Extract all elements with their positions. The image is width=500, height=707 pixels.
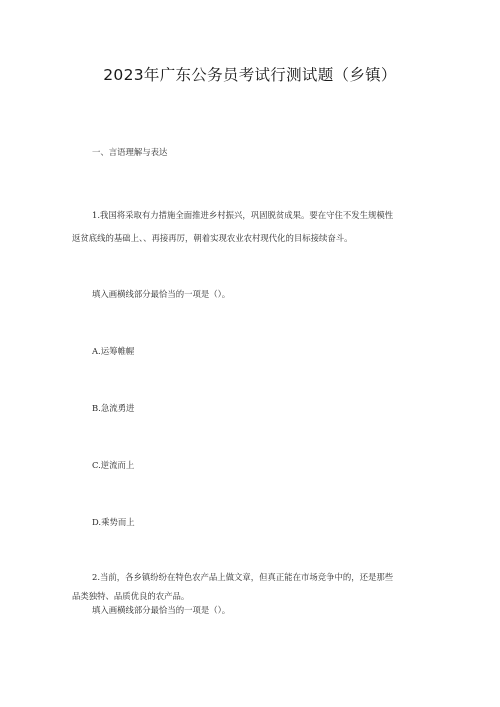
question-1-option-d: D.乘势而上 (92, 517, 135, 527)
section-heading: 一、言语理解与表达 (92, 147, 168, 157)
question-1-option-b: B.急流勇进 (92, 403, 135, 413)
question-2-text-line-1: 2.当前，各乡镇纷纷在特色农产品上做文章，但真正能在市场竞争中的，还是那些 (92, 572, 394, 582)
question-1-prompt: 填入画横线部分最恰当的一项是（）。 (92, 289, 231, 299)
question-1-text-line-1: 1.我国将采取有力措施全面推进乡村振兴，巩固脱贫成果。要在守住不发生规模性 (92, 210, 394, 220)
question-1-option-c: C.逆流而上 (92, 460, 135, 470)
question-1-text-line-2: 返贫底线的基础上、、再接再厉，朝着实现农业农村现代化的目标接续奋斗。 (72, 233, 353, 243)
document-title: 2023年广东公务员考试行测试题（乡镇） (103, 66, 397, 84)
question-2-text-line-2: 品类独特、品质优良的农产品。 (72, 591, 190, 601)
question-1-option-a: A.运筹帷幄 (92, 346, 135, 356)
question-2-prompt: 填入画横线部分最恰当的一项是（）。 (92, 605, 231, 615)
